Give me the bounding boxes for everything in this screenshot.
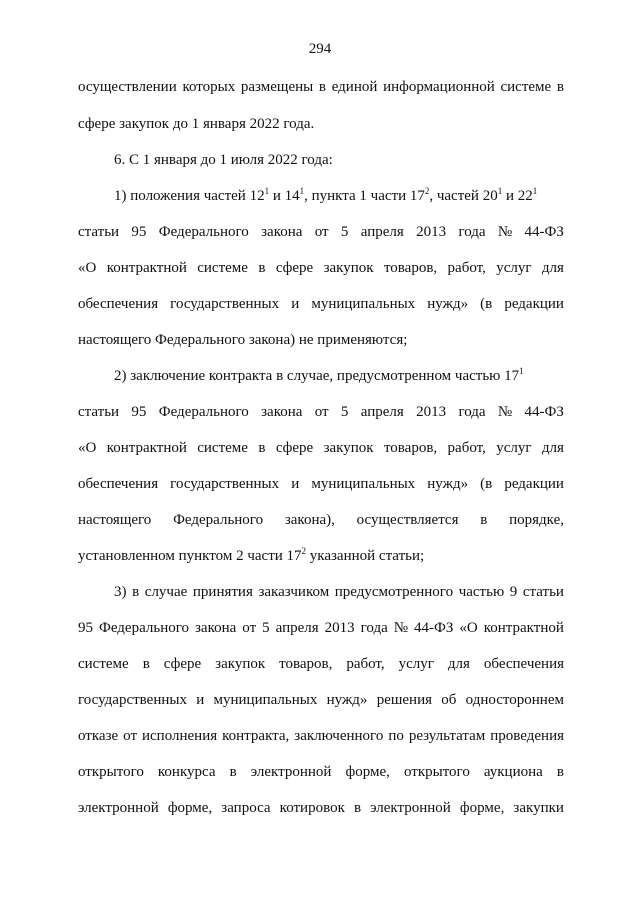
text-line-17: системе в сфере закупок товаров, работ, услуг для обеспечения: [78, 656, 564, 672]
text-line-21: электронной форме, запроса котировок в электронной форме, закупки: [78, 800, 564, 816]
text-line-20: открытого конкурса в электронной форме, открытого аукциона в: [78, 764, 564, 780]
text-line-5: статьи 95 Федерального закона от 5 апреля 2013 года № 44-ФЗ: [78, 224, 564, 240]
text-line-8: настоящего Федерального закона) не применяются;: [78, 332, 408, 348]
text-line-18: государственных и муниципальных нужд» решения об одностороннем: [78, 692, 564, 708]
text-line-19: отказе от исполнения контракта, заключенного по результатам проведения: [78, 728, 564, 744]
text-line-12: обеспечения государственных и муниципальных нужд» (в редакции: [78, 476, 564, 492]
text-line-11: «О контрактной системе в сфере закупок товаров, работ, услуг для: [78, 440, 564, 456]
item-3-first-line: 3) в случае принятия заказчиком предусмотренного частью 9 статьи: [114, 584, 564, 600]
text-line-13: настоящего Федерального закона), осуществляется в порядке,: [78, 512, 564, 528]
item-2-first-line: 2) заключение контракта в случае, предусмотренном частью $17^1$: [114, 366, 524, 384]
page-number: 294: [308, 41, 332, 57]
item-1-first-line: 1) положения частей $12^1$ и $14^1$, пункта 1 части $17^2$, частей $20^1$ и $22^1$: [114, 186, 538, 204]
paragraph-6-heading: 6. С 1 января до 1 июля 2022 года:: [114, 152, 333, 168]
text-line-14: установленном пунктом 2 части $17^2$ указанной статьи;: [78, 546, 425, 564]
text-line-2: сфере закупок до 1 января 2022 года.: [78, 116, 315, 132]
text-line-16: 95 Федерального закона от 5 апреля 2013 года № 44-ФЗ «О контрактной: [78, 620, 564, 636]
text-line-10: статьи 95 Федерального закона от 5 апреля 2013 года № 44-ФЗ: [78, 404, 564, 420]
text-line-1: осуществлении которых размещены в единой информационной системе в: [78, 79, 564, 95]
text-line-6: «О контрактной системе в сфере закупок товаров, работ, услуг для: [78, 260, 564, 276]
text-line-7: обеспечения государственных и муниципальных нужд» (в редакции: [78, 296, 564, 312]
